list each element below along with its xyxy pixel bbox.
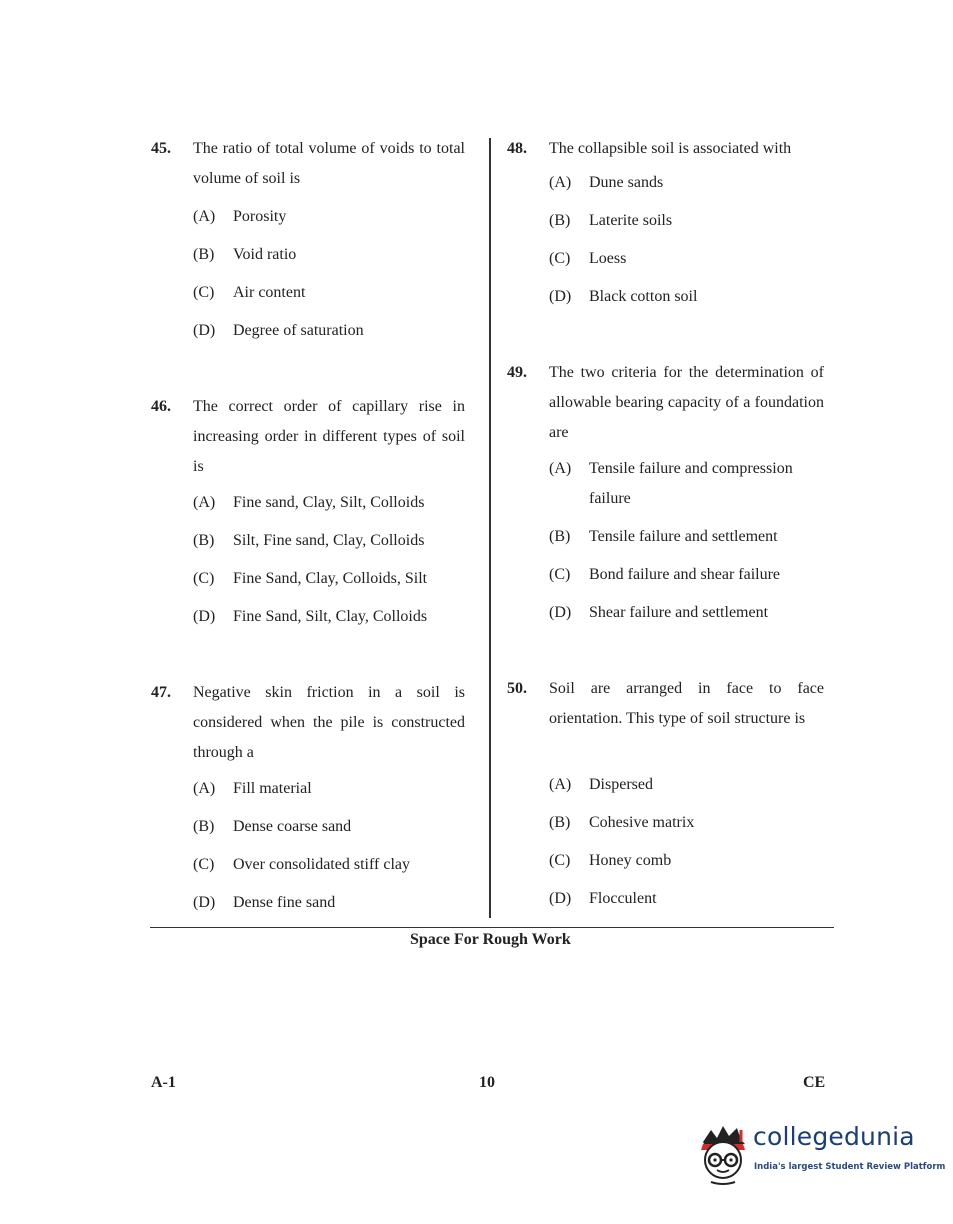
question-text: The ratio of total volume of voids to total volume of soil is xyxy=(193,140,465,187)
question-45 xyxy=(151,134,471,349)
question-50 xyxy=(507,674,827,919)
option-a: (A) Dune sands xyxy=(549,174,664,191)
question-text: Soil are arranged in face to face orientation. This type of soil structure is xyxy=(549,680,824,727)
option-b: (B) Void ratio xyxy=(193,246,297,263)
question-number: 46. xyxy=(151,398,171,415)
question-number: 45. xyxy=(151,140,171,157)
option-a: (A) Porosity xyxy=(193,208,287,225)
question-text: The two criteria for the determination of allowable bearing capacity of a foundation are xyxy=(549,364,824,441)
question-49 xyxy=(507,358,827,633)
option-d: (D) Fine Sand, Silt, Clay, Colloids xyxy=(193,608,428,625)
option-c: (C) Over consolidated stiff clay xyxy=(193,856,410,873)
question-46 xyxy=(151,392,471,637)
subject-code: CE xyxy=(803,1074,826,1091)
option-c: (C) Fine Sand, Clay, Colloids, Silt xyxy=(193,570,428,587)
option-b: (B) Laterite soils xyxy=(549,212,673,229)
option-c: (C) Loess xyxy=(549,250,627,267)
question-number: 50. xyxy=(507,680,527,697)
option-d: (D) Flocculent xyxy=(549,890,657,907)
booklet-code: A-1 xyxy=(151,1074,176,1091)
rough-work-label: Space For Rough Work xyxy=(410,931,571,948)
rough-work-divider xyxy=(150,927,834,928)
option-d: (D) Black cotton soil xyxy=(549,288,698,305)
logo-tagline: India's largest Student Review Platform xyxy=(754,1162,946,1172)
collegedunia-logo xyxy=(697,1120,946,1190)
option-b: (B) Dense coarse sand xyxy=(193,818,352,835)
question-text: The correct order of capillary rise in increasing order in different types of soil is xyxy=(193,398,465,475)
option-a: (A) Tensile failure and compression failure xyxy=(549,460,793,507)
option-d: (D) Degree of saturation xyxy=(193,322,364,339)
option-a: (A) Fine sand, Clay, Silt, Colloids xyxy=(193,494,425,511)
question-number: 49. xyxy=(507,364,527,381)
student-mascot-icon xyxy=(697,1120,753,1186)
logo-wordmark: collegedunia xyxy=(753,1122,915,1151)
option-b: (B) Tensile failure and settlement xyxy=(549,528,778,545)
column-divider xyxy=(489,138,491,918)
option-c: (C) Bond failure and shear failure xyxy=(549,566,781,583)
question-text: The collapsible soil is associated with xyxy=(549,140,792,157)
question-number: 48. xyxy=(507,140,527,157)
option-a: (A) Fill material xyxy=(193,780,312,797)
question-48 xyxy=(507,134,827,314)
page-number: 10 xyxy=(479,1074,495,1091)
option-a: (A) Dispersed xyxy=(549,776,653,793)
option-d: (D) Shear failure and settlement xyxy=(549,604,769,621)
option-c: (C) Honey comb xyxy=(549,852,672,869)
question-47 xyxy=(151,678,471,923)
question-text: Negative skin friction in a soil is considered when the pile is constructed through a xyxy=(193,684,465,761)
option-b: (B) Cohesive matrix xyxy=(549,814,695,831)
option-b: (B) Silt, Fine sand, Clay, Colloids xyxy=(193,532,425,549)
option-c: (C) Air content xyxy=(193,284,306,301)
question-number: 47. xyxy=(151,684,171,701)
option-d: (D) Dense fine sand xyxy=(193,894,336,911)
